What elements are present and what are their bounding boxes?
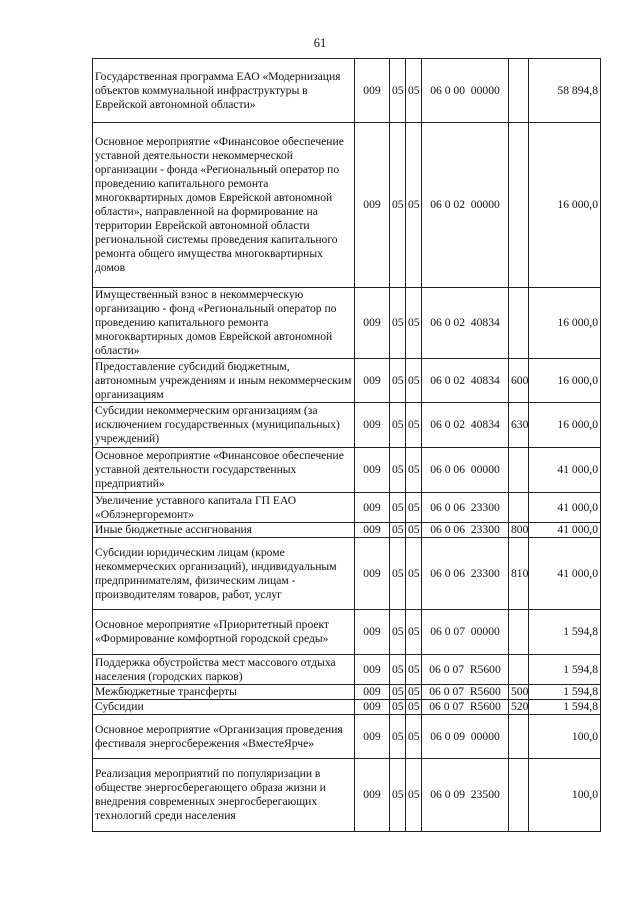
amount-value: 41 000,0	[529, 523, 601, 538]
section-code: 05	[390, 359, 406, 403]
target-article-code: 06 0 06 00000	[422, 448, 509, 493]
row-name: Основное мероприятие «Финансовое обеспечение уставной деятельности государственных предприятий»	[93, 448, 355, 493]
target-article-code: 06 0 06 23300	[422, 493, 509, 523]
table-row	[93, 448, 601, 493]
row-name: Основное мероприятие «Организация проведения фестиваля энергосбережения «ВместеЯрче»	[93, 715, 355, 759]
table-row	[93, 700, 601, 715]
amount-value: 41 000,0	[529, 448, 601, 493]
table-row	[93, 655, 601, 685]
target-article-code: 06 0 02 40834	[422, 288, 509, 359]
amount-value: 16 000,0	[529, 359, 601, 403]
table-row	[93, 403, 601, 448]
section-code: 05	[390, 59, 406, 123]
table-row	[93, 288, 601, 359]
expense-type-code	[509, 610, 529, 655]
table-row	[93, 759, 601, 832]
row-name: Субсидии некоммерческим организациям (за исключением государственных (муниципальных) учреждений)	[93, 403, 355, 448]
ministry-code: 009	[355, 448, 390, 493]
amount-value: 58 894,8	[529, 59, 601, 123]
target-article-code: 06 0 06 23300	[422, 538, 509, 610]
row-name: Основное мероприятие «Финансовое обеспечение уставной деятельности некоммерческой организации - фонда «Региональный оператор по проведению капитального ремонта многоквартирных домов Еврейской автономной области», направленной на формирование на территории Еврейской автономной области региональной системы проведения капитального ремонта общего имущества многоквартирных домов	[93, 123, 355, 288]
subsection-code: 05	[406, 59, 422, 123]
amount-value: 41 000,0	[529, 493, 601, 523]
table-row	[93, 523, 601, 538]
ministry-code: 009	[355, 700, 390, 715]
section-code: 05	[390, 493, 406, 523]
row-name: Субсидии юридическим лицам (кроме некоммерческих организаций), индивидуальным предпринимателям, физическим лицам - производителям товаров, работ, услуг	[93, 538, 355, 610]
section-code: 05	[390, 655, 406, 685]
expense-type-code: 500	[509, 685, 529, 700]
amount-value: 16 000,0	[529, 403, 601, 448]
amount-value: 100,0	[529, 759, 601, 832]
amount-value: 1 594,8	[529, 610, 601, 655]
section-code: 05	[390, 700, 406, 715]
table-row	[93, 538, 601, 610]
target-article-code: 06 0 02 40834	[422, 403, 509, 448]
amount-value: 1 594,8	[529, 700, 601, 715]
amount-value: 1 594,8	[529, 685, 601, 700]
subsection-code: 05	[406, 123, 422, 288]
expense-type-code	[509, 715, 529, 759]
expense-type-code	[509, 493, 529, 523]
page-number: 61	[313, 36, 327, 50]
section-code: 05	[390, 759, 406, 832]
expense-type-code: 630	[509, 403, 529, 448]
section-code: 05	[390, 610, 406, 655]
ministry-code: 009	[355, 685, 390, 700]
target-article-code: 06 0 06 23300	[422, 523, 509, 538]
ministry-code: 009	[355, 493, 390, 523]
subsection-code: 05	[406, 493, 422, 523]
ministry-code: 009	[355, 655, 390, 685]
section-code: 05	[390, 685, 406, 700]
row-name: Предоставление субсидий бюджетным, автономным учреждениям и иным некоммерческим организациям	[93, 359, 355, 403]
expense-type-code: 600	[509, 359, 529, 403]
subsection-code: 05	[406, 448, 422, 493]
row-name: Поддержка обустройства мест массового отдыха населения (городских парков)	[93, 655, 355, 685]
expense-type-code	[509, 288, 529, 359]
section-code: 05	[390, 403, 406, 448]
amount-value: 16 000,0	[529, 288, 601, 359]
row-name: Увеличение уставного капитала ГП ЕАО «Облэнергоремонт»	[93, 493, 355, 523]
ministry-code: 009	[355, 359, 390, 403]
target-article-code: 06 0 02 40834	[422, 359, 509, 403]
target-article-code: 06 0 07 R5600	[422, 685, 509, 700]
subsection-code: 05	[406, 403, 422, 448]
amount-value: 100,0	[529, 715, 601, 759]
budget-table	[92, 58, 601, 832]
table-row	[93, 59, 601, 123]
table-row	[93, 685, 601, 700]
section-code: 05	[390, 288, 406, 359]
target-article-code: 06 0 07 R5600	[422, 655, 509, 685]
row-name: Субсидии	[93, 700, 355, 715]
subsection-code: 05	[406, 359, 422, 403]
expense-type-code	[509, 655, 529, 685]
target-article-code: 06 0 09 23500	[422, 759, 509, 832]
table-row	[93, 610, 601, 655]
section-code: 05	[390, 123, 406, 288]
section-code: 05	[390, 523, 406, 538]
amount-value: 1 594,8	[529, 655, 601, 685]
ministry-code: 009	[355, 715, 390, 759]
expense-type-code	[509, 759, 529, 832]
ministry-code: 009	[355, 403, 390, 448]
section-code: 05	[390, 538, 406, 610]
row-name: Государственная программа ЕАО «Модернизация объектов коммунальной инфраструктуры в Еврейской автономной области»	[93, 59, 355, 123]
target-article-code: 06 0 07 R5600	[422, 700, 509, 715]
ministry-code: 009	[355, 523, 390, 538]
ministry-code: 009	[355, 288, 390, 359]
ministry-code: 009	[355, 59, 390, 123]
ministry-code: 009	[355, 759, 390, 832]
row-name: Межбюджетные трансферты	[93, 685, 355, 700]
subsection-code: 05	[406, 610, 422, 655]
target-article-code: 06 0 09 00000	[422, 715, 509, 759]
ministry-code: 009	[355, 610, 390, 655]
row-name: Иные бюджетные ассигнования	[93, 523, 355, 538]
expense-type-code: 800	[509, 523, 529, 538]
subsection-code: 05	[406, 715, 422, 759]
amount-value: 16 000,0	[529, 123, 601, 288]
expense-type-code	[509, 448, 529, 493]
table-row	[93, 123, 601, 288]
ministry-code: 009	[355, 538, 390, 610]
ministry-code: 009	[355, 123, 390, 288]
expense-type-code: 520	[509, 700, 529, 715]
subsection-code: 05	[406, 288, 422, 359]
subsection-code: 05	[406, 655, 422, 685]
subsection-code: 05	[406, 700, 422, 715]
row-name: Имущественный взнос в некоммерческую организацию - фонд «Региональный оператор по проведению капитального ремонта многоквартирных домов Еврейской автономной области»	[93, 288, 355, 359]
table-row	[93, 493, 601, 523]
expense-type-code	[509, 59, 529, 123]
table-row	[93, 715, 601, 759]
section-code: 05	[390, 715, 406, 759]
subsection-code: 05	[406, 685, 422, 700]
target-article-code: 06 0 07 00000	[422, 610, 509, 655]
target-article-code: 06 0 00 00000	[422, 59, 509, 123]
section-code: 05	[390, 448, 406, 493]
target-article-code: 06 0 02 00000	[422, 123, 509, 288]
subsection-code: 05	[406, 538, 422, 610]
row-name: Реализация мероприятий по популяризации в обществе энергосберегающего образа жизни и внедрения современных энергосберегающих технологий среди населения	[93, 759, 355, 832]
subsection-code: 05	[406, 523, 422, 538]
subsection-code: 05	[406, 759, 422, 832]
table-row	[93, 359, 601, 403]
expense-type-code	[509, 123, 529, 288]
row-name: Основное мероприятие «Приоритетный проект «Формирование комфортной городской среды»	[93, 610, 355, 655]
amount-value: 41 000,0	[529, 538, 601, 610]
expense-type-code: 810	[509, 538, 529, 610]
